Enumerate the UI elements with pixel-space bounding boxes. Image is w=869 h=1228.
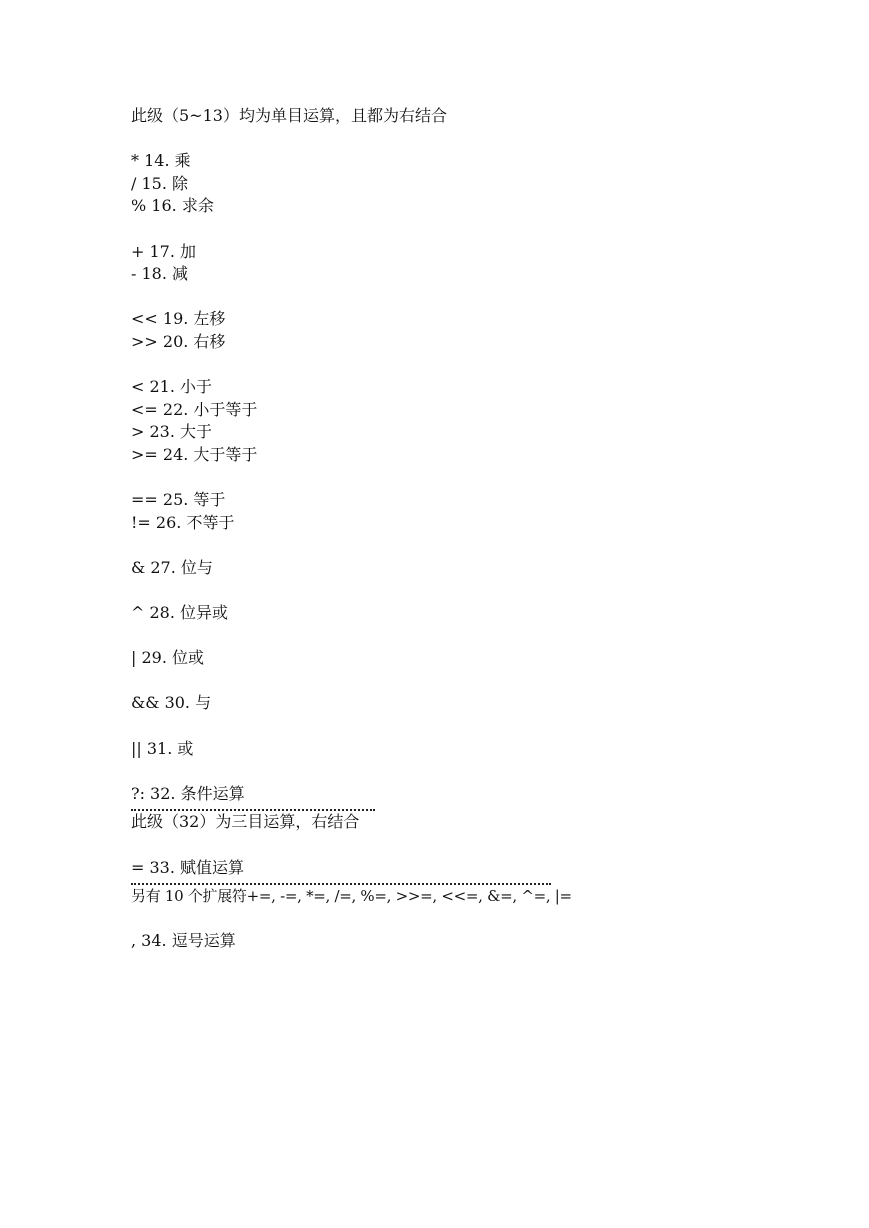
blank-line bbox=[131, 715, 831, 738]
text-line: 此级（5~13）均为单目运算，且都为右结合 bbox=[131, 106, 447, 125]
blank-line bbox=[131, 760, 831, 783]
blank-line bbox=[131, 579, 831, 602]
blank-line bbox=[131, 354, 831, 377]
text-line: ^ 28. 位异或 bbox=[131, 603, 229, 623]
blank-line bbox=[131, 128, 831, 151]
text-line: == 25. 等于 bbox=[131, 490, 226, 510]
text-line: && 30. 与 bbox=[131, 693, 212, 713]
blank-line bbox=[131, 218, 831, 241]
text-line: >> 20. 右移 bbox=[131, 331, 226, 351]
text-line: 此级（32）为三目运算，右结合 bbox=[131, 812, 360, 832]
text-line: & 27. 位与 bbox=[131, 557, 213, 577]
text-line: * 14. 乘 bbox=[131, 151, 191, 171]
text-line: >= 24. 大于等于 bbox=[131, 444, 258, 464]
blank-line bbox=[131, 834, 831, 857]
text-line: || 31. 或 bbox=[131, 738, 194, 758]
text-line: - 18. 减 bbox=[131, 264, 189, 284]
blank-line bbox=[131, 467, 831, 490]
document-body bbox=[131, 105, 831, 953]
blank-line bbox=[131, 625, 831, 648]
blank-line bbox=[131, 286, 831, 309]
text-line: = 33. 赋值运算 bbox=[131, 857, 245, 877]
text-line: / 15. 除 bbox=[131, 173, 189, 193]
text-line: << 19. 左移 bbox=[131, 309, 226, 329]
text-line: + 17. 加 bbox=[131, 241, 197, 261]
text-line: != 26. 不等于 bbox=[131, 512, 235, 532]
blank-line bbox=[131, 908, 831, 931]
blank-line bbox=[131, 534, 831, 557]
text-line: | 29. 位或 bbox=[131, 648, 205, 668]
text-line: % 16. 求余 bbox=[131, 196, 214, 216]
text-line: ?: 32. 条件运算 bbox=[131, 783, 245, 803]
text-line: < 21. 小于 bbox=[131, 377, 213, 397]
text-line: <= 22. 小于等于 bbox=[131, 399, 258, 419]
blank-line bbox=[131, 670, 831, 693]
text-line: 另有 10 个扩展符+=, -=, *=, /=, %=, >>=, <<=, &=, ^=, |= bbox=[131, 887, 572, 906]
text-line: , 34. 逗号运算 bbox=[131, 931, 236, 951]
text-line: > 23. 大于 bbox=[131, 422, 213, 442]
